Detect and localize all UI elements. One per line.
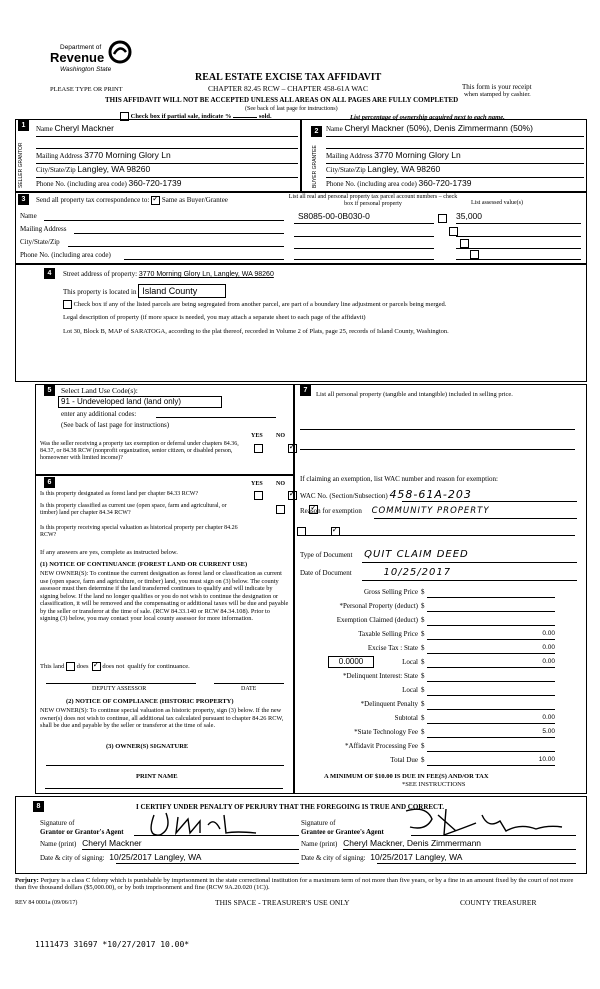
deputy-assessor-line[interactable] xyxy=(46,683,196,684)
qualify-label: qualify for continuance. xyxy=(127,662,190,670)
buyer-mailing[interactable]: 3770 Morning Glory Ln xyxy=(374,150,461,160)
buyer-phone-label: Phone No. (including area code) xyxy=(326,180,417,188)
exemption-label: If claiming an exemption, list WAC number and reason for exemption: xyxy=(300,475,498,483)
exemption-fees-section xyxy=(293,384,587,794)
exemption-question: Was the seller receiving a property tax exemption or deferral under chapters 84.36, 84.37, or 84.38 RCW (nonprofit organization, senior citizen, or disabled person, homeowner with limited income)? xyxy=(40,441,239,461)
dept-line: Department of xyxy=(60,44,102,51)
parcel-header: List all real and personal property tax parcel account numbers – check box if personal property xyxy=(288,194,458,207)
assessed-line-3 xyxy=(456,248,581,249)
section-2-number: 2 xyxy=(311,126,322,137)
section-5-number: 5 xyxy=(44,385,55,396)
doc-type-label: Type of Document xyxy=(300,551,353,559)
s5-no-header: NO xyxy=(276,433,285,439)
personal-property-label: List all personal property (tangible and intangible) included in selling price. xyxy=(316,391,513,398)
reason-label: Reason for exemption xyxy=(300,507,362,515)
grantor-date-line xyxy=(116,863,299,864)
personal-property-checkbox-2[interactable] xyxy=(449,227,458,236)
grantee-name-label: Name (print) xyxy=(301,840,338,848)
continuance-row xyxy=(40,662,190,671)
corr-mailing-label: Mailing Address xyxy=(20,225,67,233)
assessed-line-1 xyxy=(456,223,581,224)
seller-name[interactable]: Cheryl Mackner xyxy=(54,123,114,133)
fee-label: *Delinquent Penalty xyxy=(360,700,418,708)
assessed-line-4 xyxy=(456,259,581,260)
corr-mailing-line[interactable] xyxy=(74,233,284,234)
wac-label: WAC No. (Section/Subsection) xyxy=(300,492,388,500)
doc-type-row xyxy=(300,549,469,561)
grantor-date-row xyxy=(40,853,201,863)
grantor-print-name[interactable]: Cheryl Mackner xyxy=(82,838,142,848)
fee-dollar: $ xyxy=(421,728,425,736)
sold-label: sold. xyxy=(258,112,272,120)
fee-value[interactable] xyxy=(427,602,555,612)
fee-dollar: $ xyxy=(421,658,425,666)
county-row xyxy=(63,284,226,298)
fee-label: Subtotal xyxy=(394,714,418,722)
local-rate-box[interactable]: 0.0000 xyxy=(328,656,374,668)
if-yes-instruction: If any answers are yes, complete as instructed below. xyxy=(40,549,178,556)
fee-value[interactable]: 0.00 xyxy=(427,630,555,640)
corr-phone-label: Phone No. (including area code) xyxy=(20,251,111,259)
grantor-name-line xyxy=(82,849,299,850)
form-title: REAL ESTATE EXCISE TAX AFFIDAVIT xyxy=(195,72,382,83)
fee-dollar: $ xyxy=(421,588,425,596)
notice-continuance-text: NEW OWNER(S): To continue the current designation as forest land or classification as current use (open space, farm and agriculture, or timber) land, you must sign on (3) below. The county assessor must then determine if the land transferred continues to qualify and will indicate by signing below. If the land no longer qualifies or you do not wish to continue the designation or classification, it will be removed and the compensating or additional taxes will be due and payable by the seller or transferor at the time of sale. (RCW 84.33.140 or RCW 84.34.108). Prior to signing (3) below, you may contact your local county assessor for more information. xyxy=(40,570,289,623)
fee-label: *Affidavit Processing Fee xyxy=(345,742,418,750)
wac-number[interactable]: 458-61A-203 xyxy=(389,488,472,501)
grantee-date-line xyxy=(377,863,576,864)
grantor-sig-line xyxy=(134,835,299,836)
seller-city-label: City/State/Zip xyxy=(36,166,76,174)
state-name: Washington State xyxy=(60,66,112,73)
cashier-stamp: 1111473 31697 *10/27/2017 10.00* xyxy=(35,940,190,949)
see-back-note: (See back of last page for instructions) xyxy=(245,106,338,112)
personal-property-line-1[interactable] xyxy=(300,429,575,430)
segregated-checkbox[interactable] xyxy=(63,300,72,309)
s6-yes-header: YES xyxy=(251,481,263,487)
print-name-label: PRINT NAME xyxy=(136,773,178,780)
grantee-date-row xyxy=(301,853,462,863)
county-treasurer-label: COUNTY TREASURER xyxy=(460,898,537,907)
buyer-city[interactable]: Langley, WA 98260 xyxy=(367,164,441,174)
fee-value[interactable]: 10.00 xyxy=(427,756,555,766)
fee-dollar: $ xyxy=(421,700,425,708)
corr-phone-line[interactable] xyxy=(124,259,284,260)
grantor-name-row xyxy=(40,839,142,849)
forest-question: Is this property designated as forest land per chapter 84.33 RCW? xyxy=(40,491,199,497)
reason-row xyxy=(300,507,490,517)
section-6-number: 6 xyxy=(44,477,55,488)
corr-city-line[interactable] xyxy=(68,246,284,247)
treasurer-space-label: THIS SPACE - TREASURER'S USE ONLY xyxy=(215,898,350,907)
personal-property-checkbox-4[interactable] xyxy=(470,250,479,259)
fee-label: *Delinquent Interest: State xyxy=(342,672,418,680)
seller-city-row xyxy=(36,165,298,175)
corr-name-line[interactable] xyxy=(44,220,284,221)
street-row xyxy=(63,270,274,279)
fee-label: Excise Tax : State xyxy=(367,644,418,652)
reason-line xyxy=(374,518,577,519)
county-select[interactable]: Island County xyxy=(138,284,226,298)
receipt-line-1: This form is your receipt xyxy=(462,83,532,91)
fee-dollar: $ xyxy=(421,714,425,722)
fee-dollar: $ xyxy=(421,630,425,638)
select-land-use-label: Select Land Use Code(s): xyxy=(61,386,138,395)
additional-codes-input[interactable] xyxy=(156,417,276,418)
same-as-buyer-checkbox[interactable] xyxy=(151,196,160,205)
minimum-fee-note: A MINIMUM OF $10.00 IS DUE IN FEE(S) AND/OR TAX xyxy=(324,773,489,780)
corr-name-label: Name xyxy=(20,212,37,220)
exemption-reason[interactable]: COMMUNITY PROPERTY xyxy=(371,506,490,516)
fee-value[interactable] xyxy=(427,686,555,696)
grantee-sig-label: Signature of xyxy=(301,819,336,827)
seller-mailing-line xyxy=(36,163,298,164)
designation-section xyxy=(35,474,295,794)
parcel-line-4 xyxy=(294,259,434,260)
buyer-name-row xyxy=(326,124,584,134)
section-8-number: 8 xyxy=(33,801,44,812)
grantee-date-city[interactable]: 10/25/2017 Langley, WA xyxy=(370,852,463,862)
send-correspondence-label: Send all property tax correspondence to: xyxy=(36,196,150,205)
fee-label: *State Technology Fee xyxy=(354,728,418,736)
section-4-number: 4 xyxy=(44,268,55,279)
grantor-sig-label-2: Grantor or Grantor's Agent xyxy=(40,828,124,836)
seller-phone-row xyxy=(36,179,298,189)
deputy-date-line[interactable] xyxy=(214,683,284,684)
grantor-date-label: Date & city of signing: xyxy=(40,854,105,862)
receipt-line-2: when stamped by cashier. xyxy=(464,91,531,98)
same-as-buyer-label: Same as Buyer/Grantee xyxy=(161,196,228,205)
correspondence-section xyxy=(15,191,587,265)
wac-line xyxy=(402,501,577,502)
doc-type[interactable]: QUIT CLAIM DEED xyxy=(364,549,469,560)
buyer-mailing-line xyxy=(326,163,584,164)
grantee-signature[interactable] xyxy=(396,801,576,839)
buyer-phone[interactable]: 360-720-1739 xyxy=(418,178,472,188)
certify-statement: I CERTIFY UNDER PENALTY OF PERJURY THAT THE FOREGOING IS TRUE AND CORRECT. xyxy=(136,803,445,811)
fee-label: Total Due xyxy=(390,756,418,764)
doc-date-label: Date of Document xyxy=(300,569,352,577)
perjury-text: Perjury is a class C felony which is punishable by imprisonment in the state correctional institution for a maximum term of not more than five years, or by a fine in an amount fixed by the court of not more than five thousand dollars ($5,000.00), or by both imprisonment and fine (RCW 9A.20.020 (1C)). xyxy=(15,877,574,892)
doc-date-row xyxy=(300,567,451,579)
historic-question: Is this property receiving special valuation as historical property per chapter 84.26 RCW? xyxy=(40,525,238,538)
street-label: Street address of property: xyxy=(63,270,138,278)
buyer-city-row xyxy=(326,165,584,175)
assessed-line-2 xyxy=(456,236,581,237)
does-not-label: does not xyxy=(102,662,125,670)
fee-value[interactable]: 0.00 xyxy=(427,644,555,654)
parcel-line-1 xyxy=(294,223,434,224)
fee-label: Local xyxy=(402,658,418,666)
fee-value[interactable]: 0.00 xyxy=(427,658,555,668)
buyer-name-line-2 xyxy=(326,148,584,149)
perjury-label: Perjury: xyxy=(15,877,39,884)
fee-label: *Personal Property (deduct) xyxy=(339,602,418,610)
fee-dollar: $ xyxy=(421,756,425,764)
fee-value[interactable] xyxy=(427,616,555,626)
seller-section xyxy=(15,119,302,193)
buyer-phone-row xyxy=(326,179,584,189)
section-7-number: 7 xyxy=(300,385,311,396)
does-label: does xyxy=(76,662,89,670)
section-1-number: 1 xyxy=(18,120,29,131)
section-3-number: 3 xyxy=(18,194,29,205)
buyer-side-label: BUYER GRANTEE xyxy=(312,145,318,188)
notice-compliance-title: (2) NOTICE OF COMPLIANCE (HISTORIC PROPERTY) xyxy=(66,698,234,705)
seller-mailing-label: Mailing Address xyxy=(36,152,83,160)
buyer-mailing-row xyxy=(326,151,584,161)
see-instructions-note: *SEE INSTRUCTIONS xyxy=(402,781,466,788)
fee-value[interactable] xyxy=(427,742,555,752)
partial-sale-label: Check box if partial sale, indicate % xyxy=(130,112,232,120)
fee-dollar: $ xyxy=(421,742,425,750)
fee-value[interactable]: 0.00 xyxy=(427,714,555,724)
fee-value[interactable]: 5.00 xyxy=(427,728,555,738)
parcel-line-3 xyxy=(294,248,434,249)
land-use-code-select[interactable]: 91 - Undeveloped land (land only) xyxy=(58,396,222,408)
street-address[interactable]: 3770 Morning Glory Ln, Langley, WA 98260 xyxy=(138,271,274,278)
seller-phone[interactable]: 360-720-1739 xyxy=(128,178,182,188)
form-chapter: CHAPTER 82.45 RCW – CHAPTER 458-61A WAC xyxy=(208,84,368,93)
fee-label: Taxable Selling Price xyxy=(358,630,418,638)
land-use-section xyxy=(35,384,295,476)
list-percentage-note: List percentage of ownership acquired next to each name. xyxy=(350,114,505,121)
buyer-section xyxy=(300,119,587,193)
seller-mailing-row xyxy=(36,151,298,161)
fee-dollar: $ xyxy=(421,644,425,652)
property-section xyxy=(15,263,587,382)
current-use-yes-checkbox[interactable] xyxy=(276,505,285,514)
buyer-name-line xyxy=(326,136,584,137)
fee-dollar: $ xyxy=(421,602,425,610)
additional-codes-label: enter any additional codes: xyxy=(61,410,137,418)
buyer-city-label: City/State/Zip xyxy=(326,166,366,174)
notice-continuance-title: (1) NOTICE OF CONTINUANCE (FOREST LAND OR CURRENT USE) xyxy=(40,561,248,568)
grantee-name-row xyxy=(301,839,481,849)
grantor-sig-label: Signature of xyxy=(40,819,75,827)
send-correspondence-row xyxy=(36,196,228,205)
form-warning: THIS AFFIDAVIT WILL NOT BE ACCEPTED UNLESS ALL AREAS ON ALL PAGES ARE FULLY COMPLETED xyxy=(105,96,459,104)
grantee-sig-label-2: Grantee or Grantee's Agent xyxy=(301,828,384,836)
grantee-print-name[interactable]: Cheryl Mackner, Denis Zimmermann xyxy=(343,838,482,848)
grantor-date-city[interactable]: 10/25/2017 Langley, WA xyxy=(109,852,202,862)
doc-type-line xyxy=(362,562,577,563)
land-use-see-back: (See back of last page for instructions) xyxy=(61,421,170,429)
seller-name-line xyxy=(36,136,298,137)
agency-name: Revenue xyxy=(50,50,105,65)
logo-swirl-icon xyxy=(108,40,132,64)
seller-name-label: Name xyxy=(36,125,53,133)
grantor-name-label: Name (print) xyxy=(40,840,77,848)
perjury-notice xyxy=(15,877,585,892)
s5-exempt-yes-checkbox[interactable] xyxy=(254,444,263,453)
s5-yes-header: YES xyxy=(251,433,263,439)
fee-dollar: $ xyxy=(421,616,425,624)
doc-date-line xyxy=(362,580,577,581)
fee-label: Gross Selling Price xyxy=(363,588,418,596)
buyer-mailing-label: Mailing Address xyxy=(326,152,373,160)
corr-city-label: City/State/Zip xyxy=(20,238,60,246)
reason-line-2 xyxy=(300,535,575,536)
print-name-line[interactable] xyxy=(45,788,283,789)
fee-value[interactable] xyxy=(427,700,555,710)
fee-value[interactable] xyxy=(427,672,555,682)
wac-row xyxy=(300,489,472,502)
personal-property-line-2[interactable] xyxy=(300,449,575,450)
seller-name-row xyxy=(36,124,298,134)
parcel-line-2 xyxy=(294,236,434,237)
fee-dollar: $ xyxy=(421,686,425,694)
seller-phone-label: Phone No. (including area code) xyxy=(36,180,127,188)
please-type: PLEASE TYPE OR PRINT xyxy=(50,86,123,93)
certification-section xyxy=(15,796,587,874)
legal-description[interactable]: Lot 30, Block B, MAP of SARATOGA, according to the plat thereof, recorded in Volume 2 of Plats, page 25, records of Island County, Washington. xyxy=(63,328,449,335)
owner-signature-line[interactable] xyxy=(46,765,284,766)
segregated-row xyxy=(63,300,578,309)
assessed-value[interactable]: 35,000 xyxy=(456,211,482,221)
buyer-name-label: Name xyxy=(326,125,343,133)
owner-signature-title: (3) OWNER(S) SIGNATURE xyxy=(106,743,189,750)
agency-logo xyxy=(20,40,132,82)
buyer-name[interactable]: Cheryl Mackner (50%), Denis Zimmermann (50%) xyxy=(344,123,533,133)
segregated-label: Check box if any of the listed parcels are being segregated from another parcel, are part of a boundary line adjustment or parcels being merged. xyxy=(73,300,447,308)
legal-label: Legal description of property (if more space is needed, you may attach a separate sheet to each page of the affidavit) xyxy=(63,314,366,321)
s6-no-header: NO xyxy=(276,481,285,487)
assessed-header: List assessed value(s) xyxy=(471,200,523,206)
grantee-sig-line xyxy=(411,835,576,836)
does-not-checkbox[interactable] xyxy=(92,662,101,671)
forest-yes-checkbox[interactable] xyxy=(254,491,263,500)
notice-compliance-text: NEW OWNER(S): To continue special valuation as historic property, sign (3) below. If the new owner(s) does not wish to continue, all additional tax calculated pursuant to chapter 84.26 RCW, shall be due and payable by the seller or transferor at the time of sale. xyxy=(40,707,284,730)
seller-city[interactable]: Langley, WA 98260 xyxy=(77,164,151,174)
fee-dollar: $ xyxy=(421,672,425,680)
deputy-assessor-label: DEPUTY ASSESSOR xyxy=(92,686,147,692)
this-land-label: This land xyxy=(40,662,65,670)
doc-date[interactable]: 10/25/2017 xyxy=(383,567,452,578)
seller-name-line-2 xyxy=(36,148,298,149)
does-checkbox[interactable] xyxy=(66,662,75,671)
seller-mailing[interactable]: 3770 Morning Glory Ln xyxy=(84,150,171,160)
fee-label: Local xyxy=(402,686,418,694)
located-label: This property is located in xyxy=(63,288,137,296)
personal-property-checkbox-3[interactable] xyxy=(460,239,469,248)
grantee-name-line xyxy=(343,849,576,850)
current-use-question: Is this property classified as current use (open space, farm and agricultural, or timber) land per chapter 84.34 RCW? xyxy=(40,503,227,516)
grantee-date-label: Date & city of signing: xyxy=(301,854,366,862)
personal-property-checkbox-1[interactable] xyxy=(438,214,447,223)
form-revision: REV 84 0001a (09/06/17) xyxy=(15,900,78,906)
fee-value[interactable] xyxy=(427,588,555,598)
deputy-date-label: DATE xyxy=(241,686,257,692)
fee-label: Exemption Claimed (deduct) xyxy=(336,616,418,624)
seller-side-label: SELLER GRANTOR xyxy=(18,142,24,188)
parcel-number[interactable]: S8085-00-0B030-0 xyxy=(298,211,370,221)
